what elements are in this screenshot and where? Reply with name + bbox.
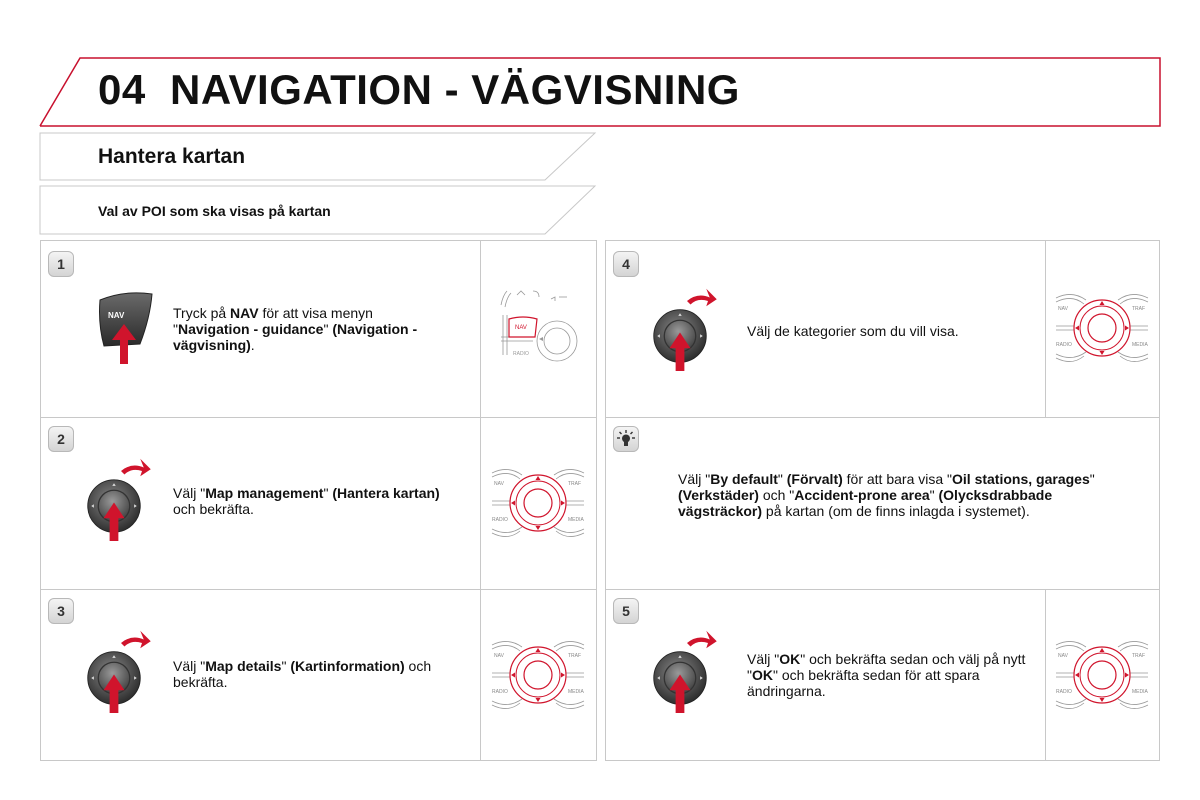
text-run: på kartan (om de finns inlagda i systemet).: [762, 503, 1030, 519]
svg-text:RADIO: RADIO: [1056, 689, 1072, 695]
text-run: (Olycksdrabbade vägsträckor): [678, 487, 1053, 519]
text-run: ": [777, 471, 787, 487]
step-5-text: [747, 651, 1032, 699]
rotary-knob-icon: [86, 450, 156, 548]
panel-divider: [606, 589, 1159, 590]
text-run: ": [323, 321, 329, 337]
step-number-badge: 1: [48, 251, 74, 277]
text-run: och ": [758, 487, 795, 503]
panel-divider: [1045, 241, 1046, 417]
chapter-number: 04: [98, 66, 146, 113]
svg-text:RADIO: RADIO: [492, 517, 508, 523]
chapter-title: NAVIGATION - VÄGVISNING: [170, 66, 740, 113]
text-run: och bekräfta.: [173, 658, 432, 690]
text-run: Välj ": [173, 485, 206, 501]
text-run: NAV: [230, 305, 259, 321]
svg-text:NAV: NAV: [1058, 653, 1068, 659]
step-3-text: [173, 658, 453, 690]
text-run: Map details: [205, 658, 282, 674]
subsection-title: Val av POI som ska visas på kartan: [98, 203, 331, 219]
svg-text:MEDIA: MEDIA: [1132, 689, 1148, 695]
svg-text:TRAF: TRAF: [568, 653, 582, 659]
nav-button-label: NAV: [108, 311, 125, 320]
svg-text:MEDIA: MEDIA: [568, 517, 584, 523]
panel-divider: [606, 417, 1159, 418]
svg-text:NAV: NAV: [1058, 306, 1068, 312]
text-run: för att bara visa ": [842, 471, 953, 487]
svg-text:MEDIA: MEDIA: [568, 689, 584, 695]
section-frames: [0, 128, 620, 240]
console-label-radio: RADIO: [513, 351, 529, 357]
text-run: ": [323, 485, 333, 501]
console-illustration: [1052, 288, 1152, 373]
svg-text:MEDIA: MEDIA: [1132, 342, 1148, 348]
text-run: ": [173, 321, 178, 337]
text-run: (Hantera kartan): [332, 485, 440, 501]
text-run: och bekräfta.: [173, 501, 254, 517]
text-run: Navigation - guidance: [177, 321, 324, 337]
text-run: (Kartinformation): [290, 658, 405, 674]
rotary-knob-icon: [86, 622, 156, 720]
svg-text:RADIO: RADIO: [492, 689, 508, 695]
svg-text:RADIO: RADIO: [1056, 342, 1072, 348]
rotary-knob-icon: [652, 622, 722, 720]
step-number-badge: 4: [613, 251, 639, 277]
text-run: Tryck på: [173, 305, 231, 321]
text-run: Accident-prone area: [794, 487, 930, 503]
console-label-nav: NAV: [515, 325, 527, 331]
step-number-badge: 5: [613, 598, 639, 624]
text-run: (Verkstäder): [678, 487, 759, 503]
step-number-badge: 2: [48, 426, 74, 452]
text-run: OK: [779, 651, 801, 667]
text-run: (Navigation - vägvisning): [173, 321, 418, 353]
text-run: ": [1089, 471, 1095, 487]
step-number-badge: 3: [48, 598, 74, 624]
panel-divider: [41, 589, 596, 590]
text-run: Välj de kategorier som du vill visa.: [747, 323, 959, 339]
text-run: för att visa menyn: [258, 305, 373, 321]
panel-divider: [1045, 590, 1046, 760]
rotary-knob-icon: [652, 280, 722, 378]
text-run: Välj ": [678, 471, 711, 487]
console-illustration: [493, 285, 585, 370]
section-title: Hantera kartan: [98, 145, 246, 168]
svg-text:NAV: NAV: [494, 653, 504, 659]
text-run: Välj ": [173, 658, 206, 674]
svg-text:TRAF: TRAF: [1132, 306, 1146, 312]
svg-text:TRAF: TRAF: [568, 481, 582, 487]
step-1-text: [173, 305, 443, 353]
text-run: " och bekräfta sedan och välj på nytt ": [747, 651, 1026, 683]
console-illustration: [488, 635, 588, 720]
text-run: ": [929, 487, 939, 503]
text-run: By default: [710, 471, 778, 487]
text-run: ": [281, 658, 291, 674]
text-run: Map management: [205, 485, 324, 501]
text-run: (Förvalt): [786, 471, 843, 487]
console-illustration: [1052, 635, 1152, 720]
panel-divider: [480, 241, 481, 760]
step-2-text: [173, 485, 443, 517]
text-run: Oil stations, garages: [952, 471, 1090, 487]
lightbulb-icon: [613, 426, 639, 452]
tip-text: [678, 471, 1140, 519]
svg-text:TRAF: TRAF: [1132, 653, 1146, 659]
text-run: " och bekräfta sedan för att spara ändringarna.: [747, 667, 980, 699]
panel-divider: [41, 417, 596, 418]
text-run: Välj ": [747, 651, 780, 667]
nav-button-icon: [94, 288, 158, 373]
step-4-text: [747, 323, 1027, 339]
svg-text:NAV: NAV: [494, 481, 504, 487]
text-run: OK: [751, 667, 773, 683]
console-illustration: [488, 463, 588, 548]
text-run: .: [250, 337, 255, 353]
